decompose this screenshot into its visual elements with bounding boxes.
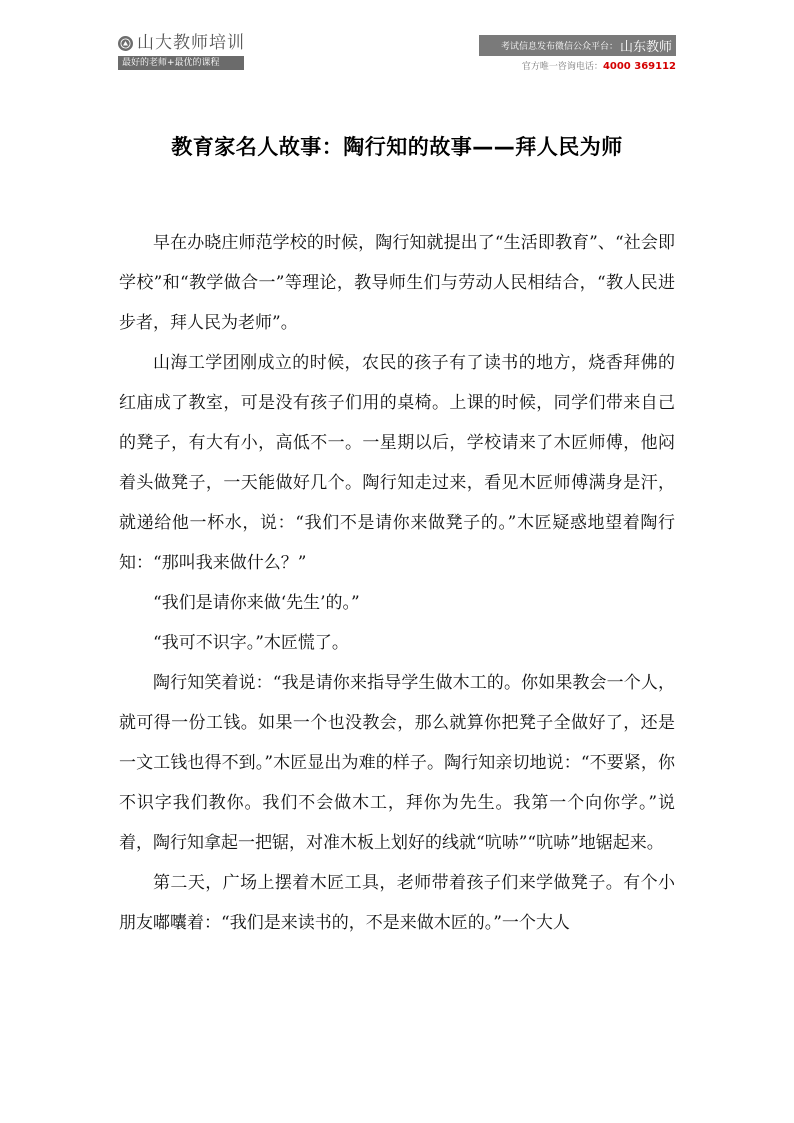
page-header	[0, 0, 794, 80]
paragraph: “我可不识字。”木匠慌了。	[153, 633, 349, 653]
hotline-label: 官方唯一咨询电话：	[521, 62, 603, 72]
logo-text: 山大教师培训	[137, 33, 245, 53]
paragraph: 陶行知笑着说：“我是请你来指导学生做木工的。你如果教会一个人，就可得一份工钱。如果一个也没教会，那么就算你把凳子全做好了，还是一文工钱也得不到。”木匠显出为难的样子。陶行知亲切地说：“不要紧，你不识字我们教你。我们不会做木工，拜你为先生。我第一个向你学。”说着，陶行知拿起一把锯，对准木板上划好的线就“吭哧”“吭哧”地锯起来。	[119, 673, 675, 853]
paragraph: 山海工学团刚成立的时候，农民的孩子有了读书的地方，烧香拜佛的红庙成了教室，可是没有孩子们用的桌椅。上课的时候，同学们带来自己的凳子，有大有小，高低不一。一星期以后，学校请来了木匠师傅，他闷着头做凳子，一天能做好几个。陶行知走过来，看见木匠师傅满身是汗，就递给他一杯水，说：“我们不是请你来做凳子的。”木匠疑惑地望着陶行知：“那叫我来做什么？”	[119, 353, 675, 573]
paragraph: 早在办晓庄师范学校的时候，陶行知就提出了“生活即教育”、“社会即学校”和“教学做合一”等理论，教导师生们与劳动人民相结合，“教人民进步者，拜人民为老师”。	[119, 233, 675, 333]
logo	[118, 33, 245, 53]
article-title: 教育家名人故事：陶行知的故事——拜人民为师	[171, 135, 623, 159]
university-seal-icon	[118, 36, 133, 51]
paragraph: 第二天，广场上摆着木匠工具，老师带着孩子们来学做凳子。有个小朋友嘟囔着：“我们是来读书的，不是来做木匠的。”一个大人	[119, 873, 675, 933]
paragraph: “我们是请你来做‘先生’的。”	[153, 593, 360, 613]
logo-slogan: 最好的老师+最优的课程	[118, 56, 244, 70]
wechat-account-name: 山东教师	[619, 40, 672, 55]
article-body	[119, 223, 675, 943]
wechat-banner	[479, 35, 676, 56]
wechat-banner-label: 考试信息发布微信公众平台：	[500, 42, 618, 52]
hotline	[479, 59, 676, 72]
hotline-number: 4000 369112	[602, 61, 676, 72]
